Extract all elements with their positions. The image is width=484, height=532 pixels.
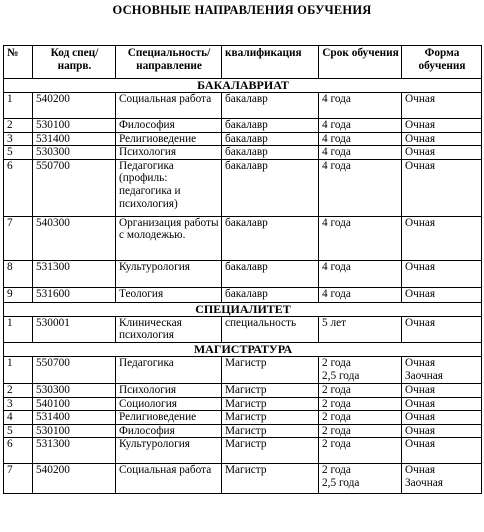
cell-term: 4 года xyxy=(319,216,402,260)
cell-qualification: бакалавр xyxy=(222,216,319,260)
cell-num: 5 xyxy=(4,146,33,160)
cell-form: Очная Заочная xyxy=(402,464,482,494)
cell-form: Очная xyxy=(402,260,482,287)
cell-term: 4 года xyxy=(319,93,402,119)
cell-specialty: Организация работы с молодежью. xyxy=(116,216,222,260)
cell-specialty: Психология xyxy=(116,383,222,397)
cell-num: 6 xyxy=(4,159,33,216)
cell-qualification: специальность xyxy=(222,316,319,342)
cell-specialty: Религиоведение xyxy=(116,132,222,146)
table-row xyxy=(4,424,482,438)
cell-term: 2 года 2,5 года xyxy=(319,464,402,494)
cell-num: 4 xyxy=(4,411,33,425)
cell-term: 2 года xyxy=(319,397,402,411)
header-num: № xyxy=(4,46,33,79)
cell-term: 4 года xyxy=(319,159,402,216)
cell-specialty: Религиоведение xyxy=(116,411,222,425)
cell-specialty: Социальная работа xyxy=(116,464,222,494)
section-row xyxy=(4,302,482,316)
cell-specialty: Теология xyxy=(116,287,222,302)
cell-form: Очная xyxy=(402,93,482,119)
table-row xyxy=(4,287,482,302)
header-qualification: квалификация xyxy=(222,46,319,79)
cell-specialty: Педагогика xyxy=(116,356,222,383)
cell-code: 531400 xyxy=(33,132,116,146)
cell-num: 7 xyxy=(4,216,33,260)
cell-qualification: Магистр xyxy=(222,397,319,411)
cell-specialty: Философия xyxy=(116,119,222,133)
cell-form: Очная xyxy=(402,119,482,133)
table-row xyxy=(4,411,482,425)
cell-qualification: бакалавр xyxy=(222,93,319,119)
table-row xyxy=(4,464,482,494)
cell-qualification: Магистр xyxy=(222,424,319,438)
cell-form: Очная Заочная xyxy=(402,356,482,383)
cell-form: Очная xyxy=(402,316,482,342)
cell-specialty: Социальная работа xyxy=(116,93,222,119)
table-row xyxy=(4,159,482,216)
table-body xyxy=(4,79,482,494)
cell-form: Очная xyxy=(402,287,482,302)
cell-code: 531300 xyxy=(33,260,116,287)
cell-code: 530100 xyxy=(33,119,116,133)
cell-code: 540100 xyxy=(33,397,116,411)
header-code: Код спец/ напрв. xyxy=(33,46,116,79)
table-row xyxy=(4,260,482,287)
cell-term: 2 года 2,5 года xyxy=(319,356,402,383)
section-title: БАКАЛАВРИАТ xyxy=(4,79,482,93)
cell-term: 4 года xyxy=(319,119,402,133)
cell-num: 2 xyxy=(4,383,33,397)
cell-code: 550700 xyxy=(33,356,116,383)
cell-num: 8 xyxy=(4,260,33,287)
cell-specialty: Социология xyxy=(116,397,222,411)
section-title: СПЕЦИАЛИТЕТ xyxy=(4,302,482,316)
cell-qualification: Магистр xyxy=(222,383,319,397)
cell-term: 2 года xyxy=(319,383,402,397)
cell-qualification: бакалавр xyxy=(222,132,319,146)
cell-term: 4 года xyxy=(319,132,402,146)
cell-form: Очная xyxy=(402,397,482,411)
table-row xyxy=(4,132,482,146)
cell-qualification: Магистр xyxy=(222,464,319,494)
cell-num: 1 xyxy=(4,356,33,383)
cell-term: 2 года xyxy=(319,424,402,438)
cell-num: 7 xyxy=(4,464,33,494)
table-row xyxy=(4,397,482,411)
cell-form: Очная xyxy=(402,159,482,216)
cell-specialty: Психология xyxy=(116,146,222,160)
cell-specialty: Педагогика (профиль: педагогика и психология) xyxy=(116,159,222,216)
programs-table xyxy=(3,45,482,494)
cell-code: 531600 xyxy=(33,287,116,302)
cell-form: Очная xyxy=(402,146,482,160)
cell-num: 9 xyxy=(4,287,33,302)
cell-code: 530300 xyxy=(33,146,116,160)
cell-specialty: Культурология xyxy=(116,438,222,464)
table-row xyxy=(4,383,482,397)
cell-term: 4 года xyxy=(319,260,402,287)
cell-qualification: бакалавр xyxy=(222,146,319,160)
cell-num: 3 xyxy=(4,132,33,146)
cell-num: 1 xyxy=(4,316,33,342)
cell-qualification: бакалавр xyxy=(222,287,319,302)
cell-code: 540300 xyxy=(33,216,116,260)
cell-num: 5 xyxy=(4,424,33,438)
table-row xyxy=(4,93,482,119)
section-row xyxy=(4,79,482,93)
cell-qualification: бакалавр xyxy=(222,260,319,287)
cell-code: 530300 xyxy=(33,383,116,397)
header-term: Форма обучения xyxy=(402,46,482,79)
cell-code: 540200 xyxy=(33,93,116,119)
table-row xyxy=(4,316,482,342)
table-row xyxy=(4,438,482,464)
header-specialty: Специальность/ направление xyxy=(116,46,222,79)
cell-qualification: Магистр xyxy=(222,438,319,464)
cell-qualification: бакалавр xyxy=(222,119,319,133)
cell-form: Очная xyxy=(402,383,482,397)
cell-form: Очная xyxy=(402,411,482,425)
section-row xyxy=(4,342,482,356)
table-row xyxy=(4,356,482,383)
cell-form: Очная xyxy=(402,424,482,438)
cell-specialty: Философия xyxy=(116,424,222,438)
table-row xyxy=(4,146,482,160)
cell-specialty: Культурология xyxy=(116,260,222,287)
cell-num: 3 xyxy=(4,397,33,411)
cell-code: 530100 xyxy=(33,424,116,438)
header-form: Срок обучения xyxy=(319,46,402,79)
cell-term: 4 года xyxy=(319,146,402,160)
cell-term: 2 года xyxy=(319,438,402,464)
cell-code: 531300 xyxy=(33,438,116,464)
cell-code: 531400 xyxy=(33,411,116,425)
cell-qualification: бакалавр xyxy=(222,159,319,216)
cell-num: 1 xyxy=(4,93,33,119)
page-title: ОСНОВНЫЕ НАПРАВЛЕНИЯ ОБУЧЕНИЯ xyxy=(112,3,372,17)
cell-code: 540200 xyxy=(33,464,116,494)
cell-specialty: Клиническая психология xyxy=(116,316,222,342)
cell-code: 550700 xyxy=(33,159,116,216)
cell-num: 6 xyxy=(4,438,33,464)
cell-term: 2 года xyxy=(319,411,402,425)
cell-qualification: Магистр xyxy=(222,356,319,383)
cell-code: 530001 xyxy=(33,316,116,342)
cell-term: 4 года xyxy=(319,287,402,302)
table-row xyxy=(4,216,482,260)
cell-form: Очная xyxy=(402,216,482,260)
cell-form: Очная xyxy=(402,438,482,464)
section-title: МАГИСТРАТУРА xyxy=(4,342,482,356)
cell-form: Очная xyxy=(402,132,482,146)
cell-qualification: Магистр xyxy=(222,411,319,425)
cell-num: 2 xyxy=(4,119,33,133)
table-header-row xyxy=(4,46,482,79)
table-row xyxy=(4,119,482,133)
cell-term: 5 лет xyxy=(319,316,402,342)
